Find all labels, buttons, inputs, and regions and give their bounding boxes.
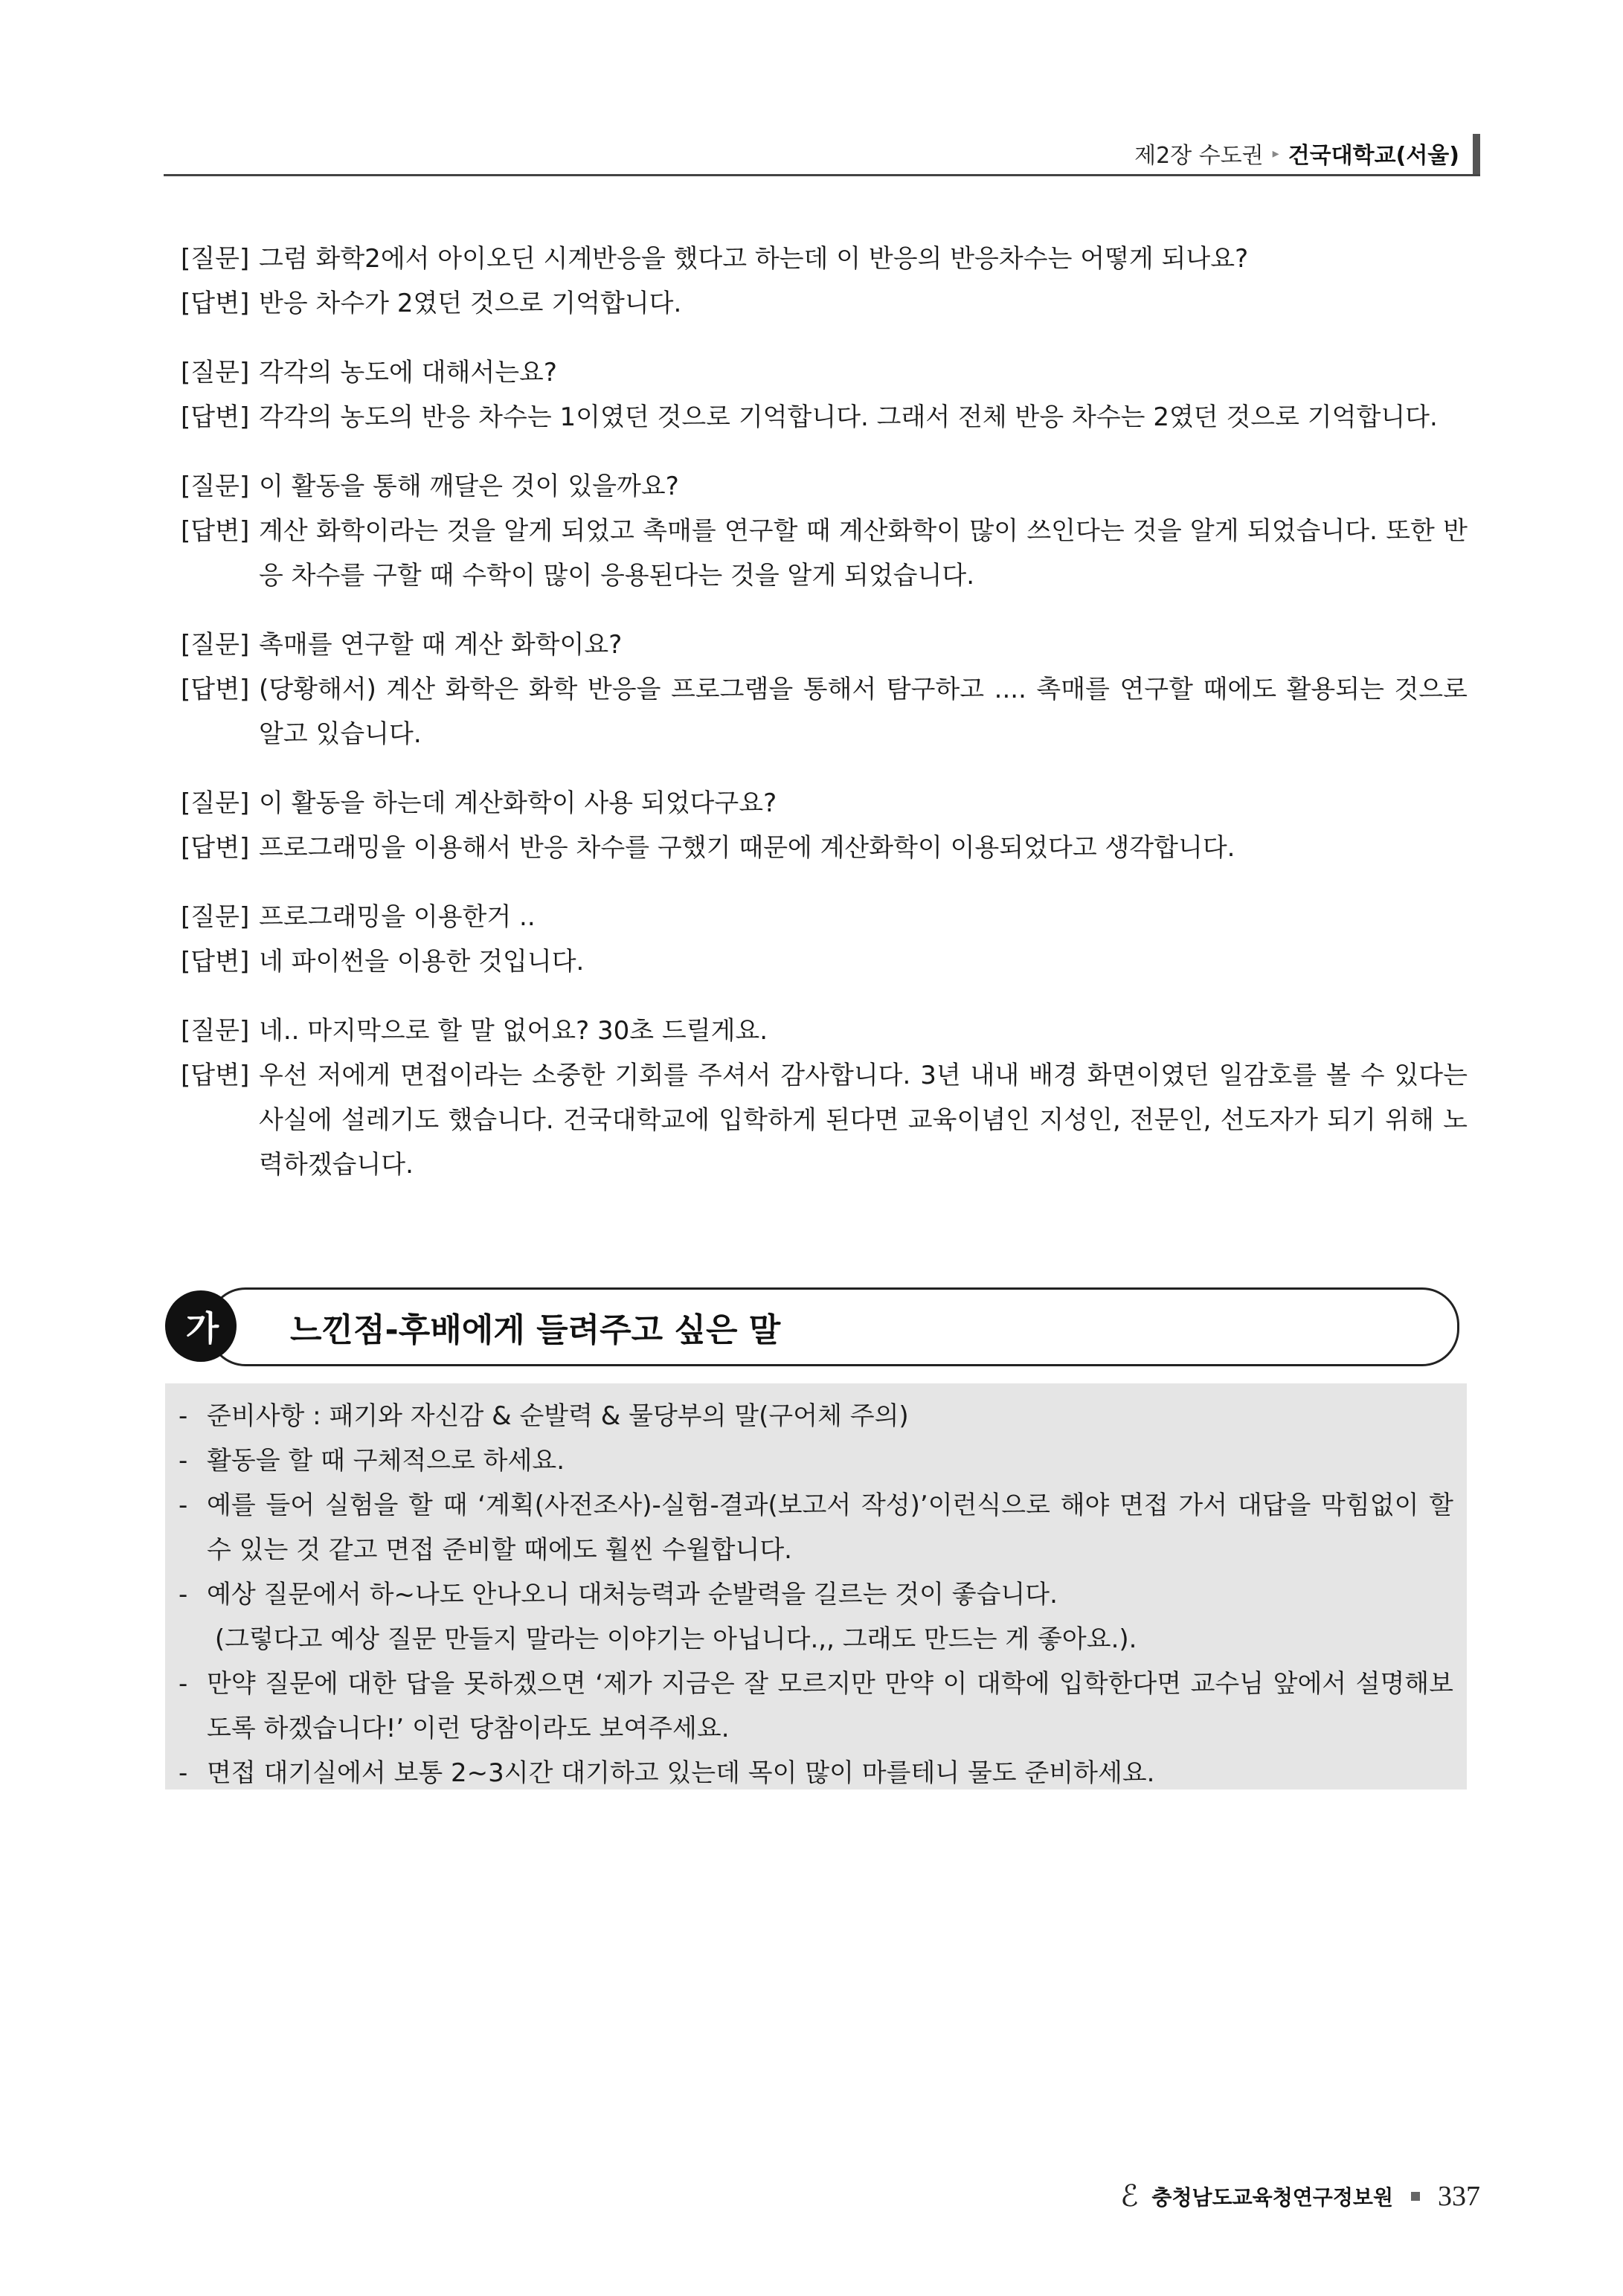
question-line: [181, 895, 1468, 939]
qa-pair: [181, 781, 1468, 870]
question-line: [181, 781, 1468, 826]
advice-text: 만약 질문에 대한 답을 못하겠으면 ‘제가 지금은 잘 모르지만 만약 이 대학에 입학한다면 교수님 앞에서 설명해보도록 하겠습니다!’ 이런 당참이라도 보여주세요.: [207, 1669, 1453, 1743]
question-line: [181, 237, 1468, 281]
header-bar: [1473, 134, 1480, 174]
bullet-dash: -: [179, 1758, 188, 1788]
qa-pair: [181, 895, 1468, 984]
qa-tag: [질문]: [181, 630, 250, 660]
bullet-dash: -: [179, 1491, 188, 1520]
advice-text: 준비사항 : 패기와 자신감 & 순발력 & 물당부의 말(구어체 주의): [207, 1401, 909, 1431]
question-line: [181, 623, 1468, 667]
answer-line: [181, 667, 1476, 756]
qa-text: 우선 저에게 면접이라는 소중한 기회를 주셔서 감사합니다. 3년 내내 배경 화면이였던 일감호를 볼 수 있다는 사실에 설레기도 했습니다. 건국대학교에 입학하게 된다면 교육이념인 지성인, 전문인, 선도자가 되기 위해 노력하겠습니다.: [259, 1061, 1476, 1180]
section-heading: [165, 1287, 1459, 1366]
qa-tag: [답변]: [181, 947, 250, 977]
advice-item: [179, 1394, 1453, 1438]
qa-pair: [181, 464, 1468, 598]
qa-tag: [질문]: [181, 788, 250, 818]
section-badge-icon: 가: [165, 1290, 237, 1362]
answer-line: [181, 826, 1468, 870]
advice-item: [179, 1438, 1453, 1483]
advice-item: [179, 1483, 1462, 1572]
qa-text: 네.. 마지막으로 할 말 없어요? 30초 드릴게요.: [259, 1016, 768, 1046]
advice-item: [179, 1572, 1453, 1662]
qa-tag: [질문]: [181, 1016, 250, 1046]
running-header: [164, 132, 1480, 177]
question-line: [181, 464, 1468, 509]
advice-text: 활동을 할 때 구체적으로 하세요.: [207, 1446, 565, 1476]
org-logo-icon: ℰ: [1120, 2179, 1139, 2213]
qa-tag: [답변]: [181, 675, 250, 704]
qa-text: 프로그래밍을 이용해서 반응 차수를 구했기 때문에 계산화학이 이용되었다고 생각합니다.: [259, 833, 1235, 863]
bullet-dash: -: [179, 1446, 188, 1476]
header-school: 건국대학교(서울): [1288, 143, 1459, 169]
answer-line: [181, 1053, 1476, 1187]
qa-pair: [181, 237, 1468, 326]
header-chapter: 제2장 수도권: [1134, 143, 1264, 169]
qa-text: 각각의 농도에 대해서는요?: [259, 358, 557, 388]
answer-line: [181, 509, 1468, 598]
qa-pair: [181, 623, 1476, 756]
answer-line: [181, 939, 1468, 984]
footer-separator: [1411, 2192, 1420, 2201]
qa-pair: [181, 350, 1468, 440]
section-title: 느낀점-후배에게 들려주고 싶은 말: [290, 1311, 781, 1349]
question-line: [181, 350, 1468, 395]
qa-tag: [답변]: [181, 516, 250, 546]
qa-text: 반응 차수가 2였던 것으로 기억합니다.: [259, 289, 682, 318]
bullet-dash: -: [179, 1401, 188, 1431]
header-rule: [164, 174, 1480, 176]
qa-text: 그럼 화학2에서 아이오딘 시계반응을 했다고 하는데 이 반응의 반응차수는 어떻게 되나요?: [259, 244, 1249, 274]
advice-text: 예를 들어 실험을 할 때 ‘계획(사전조사)-실험-결과(보고서 작성)’이런식으로 해야 면접 가서 대답을 막힘없이 할 수 있는 것 같고 면접 준비할 때에도 훨씬 수월합니다.: [207, 1491, 1462, 1565]
qa-tag: [답변]: [181, 833, 250, 863]
advice-box: [165, 1383, 1467, 1789]
bullet-dash: -: [179, 1580, 188, 1610]
qa-text: 계산 화학이라는 것을 알게 되었고 촉매를 연구할 때 계산화학이 많이 쓰인다는 것을 알게 되었습니다. 또한 반응 차수를 구할 때 수학이 많이 응용된다는 것을 알게 되었습니다.: [259, 516, 1468, 591]
qa-tag: [질문]: [181, 358, 250, 388]
advice-item: [179, 1751, 1453, 1795]
advice-item: [179, 1662, 1453, 1751]
qa-pair: [181, 1009, 1476, 1187]
answer-line: [181, 281, 1468, 326]
qa-text: 이 활동을 통해 깨달은 것이 있을까요?: [259, 472, 679, 501]
qa-text: 이 활동을 하는데 계산화학이 사용 되었다구요?: [259, 788, 777, 818]
qa-tag: [질문]: [181, 472, 250, 501]
qa-tag: [질문]: [181, 244, 250, 274]
bullet-dash: -: [179, 1669, 188, 1699]
qa-text: 프로그래밍을 이용한거 ..: [259, 902, 536, 932]
qa-tag: [질문]: [181, 902, 250, 932]
header-arrow-icon: ▸: [1272, 145, 1279, 161]
qa-text: (당황해서) 계산 화학은 화학 반응을 프로그램을 통해서 탐구하고 .... 촉매를 연구할 때에도 활용되는 것으로 알고 있습니다.: [259, 675, 1476, 749]
qa-text: 각각의 농도의 반응 차수는 1이였던 것으로 기억합니다. 그래서 전체 반응 차수는 2였던 것으로 기억합니다.: [259, 402, 1438, 432]
footer-org: 충청남도교육청연구정보원: [1151, 2185, 1393, 2210]
answer-line: [181, 395, 1468, 440]
advice-text: 예상 질문에서 하~나도 안나오니 대처능력과 순발력을 길르는 것이 좋습니다. (그렇다고 예상 질문 만들지 말라는 이야기는 아닙니다.,, 그래도 만드는 게 좋아요.).: [207, 1580, 1137, 1654]
qa-text: 네 파이썬을 이용한 것입니다.: [259, 947, 585, 977]
footer: [1120, 2176, 1480, 2217]
advice-text: 면접 대기실에서 보통 2~3시간 대기하고 있는데 목이 많이 마를테니 물도 준비하세요.: [207, 1758, 1155, 1788]
interview-qa: [181, 237, 1476, 1212]
page-number: 337: [1438, 2181, 1480, 2212]
qa-tag: [답변]: [181, 402, 250, 432]
qa-tag: [답변]: [181, 1061, 250, 1090]
header-text: [1134, 132, 1459, 174]
qa-text: 촉매를 연구할 때 계산 화학이요?: [259, 630, 623, 660]
question-line: [181, 1009, 1468, 1053]
qa-tag: [답변]: [181, 289, 250, 318]
